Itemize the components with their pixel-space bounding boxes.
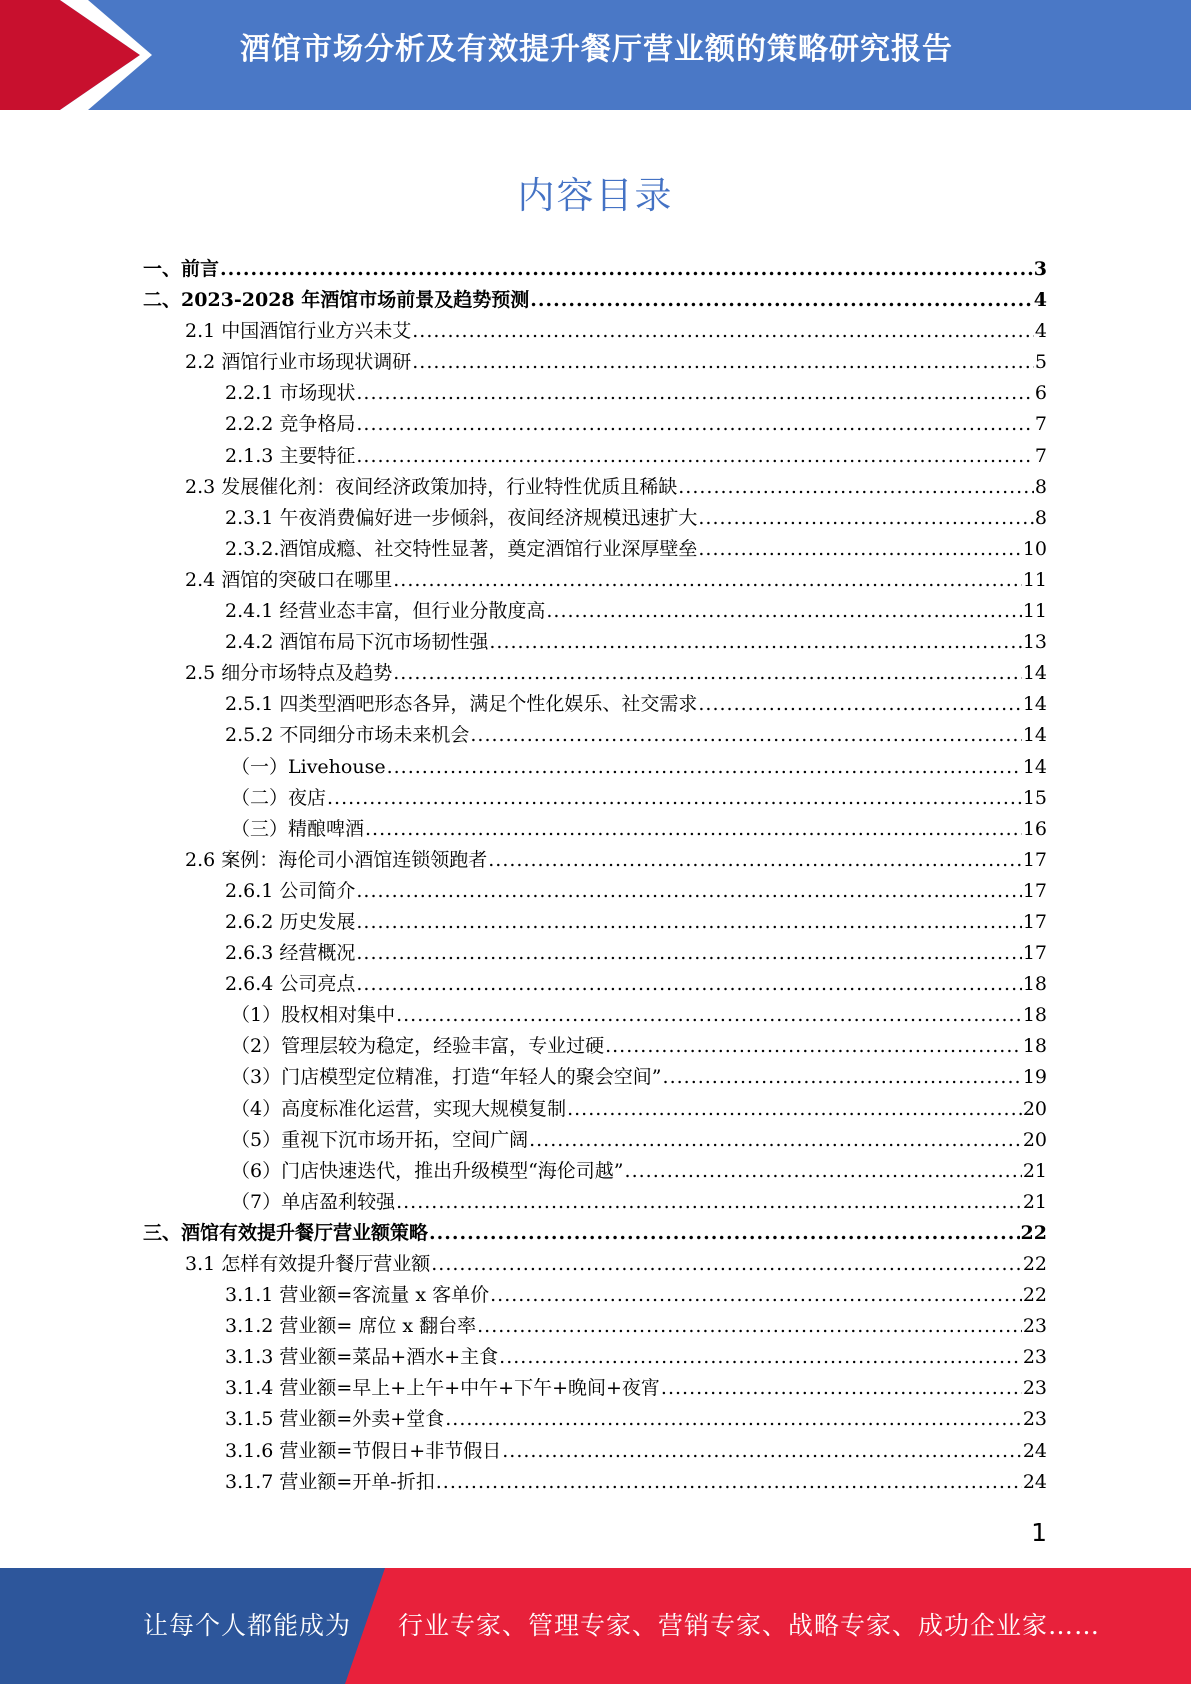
toc-entry-label: （三）精酿啤酒	[231, 817, 365, 840]
toc-entry-page: 23	[1022, 1315, 1047, 1338]
toc-dot-leader	[529, 1129, 1022, 1151]
toc-title: 内容目录	[517, 174, 674, 217]
toc-entry[interactable]	[143, 1436, 1047, 1467]
toc-entry-page: 3	[1033, 258, 1047, 280]
toc-dot-leader	[489, 631, 1021, 653]
toc-entry-page: 18	[1022, 1035, 1047, 1058]
toc-entry[interactable]	[143, 938, 1047, 969]
page-number: 1	[1031, 1518, 1047, 1547]
toc-entry[interactable]	[143, 1218, 1047, 1249]
toc-dot-leader	[393, 569, 1022, 591]
toc-entry-label: 2.4 酒馆的突破口在哪里	[185, 568, 393, 591]
toc-entry-label: （3）门店模型定位精准，打造“年轻人的聚会空间”	[231, 1066, 662, 1089]
toc-dot-leader	[356, 973, 1021, 995]
toc-entry-label: 3.1.3 营业额=菜品+酒水+主食	[225, 1346, 499, 1369]
toc-dot-leader	[499, 1346, 1022, 1368]
toc-entry-page: 24	[1022, 1470, 1047, 1493]
toc-entry-page: 8	[1034, 475, 1047, 498]
toc-entry[interactable]	[143, 1280, 1047, 1311]
toc-entry-page: 5	[1034, 351, 1047, 374]
toc-entry-label: 2.5.2 不同细分市场未来机会	[225, 724, 470, 747]
toc-entry[interactable]	[143, 441, 1047, 472]
toc-entry[interactable]	[143, 316, 1047, 347]
toc-entry[interactable]	[143, 409, 1047, 440]
toc-entry[interactable]	[143, 1249, 1047, 1280]
toc-dot-leader	[502, 1440, 1022, 1462]
toc-entry[interactable]	[143, 1094, 1047, 1125]
toc-entry-label: （5）重视下沉市场开拓，空间广阔	[231, 1128, 529, 1151]
toc-dot-leader	[445, 1408, 1022, 1430]
toc-entry-page: 17	[1022, 942, 1047, 965]
toc-entry-label: 3.1.6 营业额=节假日+非节假日	[225, 1439, 502, 1462]
toc-dot-leader	[387, 756, 1022, 778]
toc-entry[interactable]	[143, 472, 1047, 503]
toc-entry-label: 2.2.2 竞争格局	[225, 413, 356, 436]
toc-entry-label: 2.2 酒馆行业市场现状调研	[185, 351, 412, 374]
toc-dot-leader	[356, 445, 1034, 467]
toc-entry-page: 20	[1022, 1097, 1047, 1120]
toc-dot-leader	[356, 880, 1021, 902]
toc-entry[interactable]	[143, 1125, 1047, 1156]
toc-entry-page: 11	[1022, 600, 1047, 623]
toc-entry-label: 3.1.5 营业额=外卖+堂食	[225, 1408, 445, 1431]
toc-entry-page: 17	[1022, 879, 1047, 902]
toc-entry[interactable]	[143, 1467, 1047, 1498]
toc-entry-label: 三、酒馆有效提升餐厅营业额策略	[143, 1221, 429, 1244]
toc-dot-leader	[436, 1471, 1022, 1493]
toc-dot-leader	[356, 413, 1034, 435]
toc-entry-label: 2.4.1 经营业态丰富，但行业分散度高	[225, 600, 546, 623]
toc-dot-leader	[431, 1253, 1022, 1275]
toc-entry-label: 一、前言	[143, 258, 220, 280]
toc-entry-page: 22	[1022, 1284, 1047, 1307]
toc-entry[interactable]	[143, 969, 1047, 1000]
toc-entry-page: 17	[1022, 848, 1047, 871]
toc-entry-page: 22	[1020, 1221, 1047, 1244]
toc-entry-page: 21	[1022, 1159, 1047, 1182]
toc-entry-page: 14	[1022, 662, 1047, 685]
toc-entry[interactable]	[143, 689, 1047, 720]
toc-dot-leader	[530, 289, 1033, 311]
toc-entry-label: 3.1.7 营业额=开单-折扣	[225, 1470, 435, 1493]
toc-entry[interactable]	[143, 1404, 1047, 1435]
toc-dot-leader	[429, 1222, 1020, 1244]
toc-entry-page: 23	[1022, 1346, 1047, 1369]
toc-entry[interactable]	[143, 845, 1047, 876]
toc-dot-leader	[470, 724, 1021, 746]
toc-entry-label: 2.1.3 主要特征	[225, 444, 356, 467]
toc-dot-leader	[546, 600, 1021, 622]
toc-entry-page: 14	[1022, 693, 1047, 716]
toc-entry-label: 3.1.1 营业额=客流量 x 客单价	[225, 1284, 490, 1307]
toc-entry[interactable]	[143, 378, 1047, 409]
toc-entry-label: 2.5.1 四类型酒吧形态各异，满足个性化娱乐、社交需求	[225, 693, 698, 716]
toc-dot-leader	[678, 476, 1034, 498]
toc-entry-page: 11	[1022, 568, 1047, 591]
toc-entry[interactable]	[143, 783, 1047, 814]
toc-entry-page: 7	[1034, 413, 1047, 436]
toc-entry-label: 二、2023-2028 年酒馆市场前景及趋势预测	[143, 289, 530, 312]
toc-dot-leader	[393, 662, 1022, 684]
toc-entry-page: 18	[1022, 1004, 1047, 1027]
toc-entry[interactable]	[143, 1062, 1047, 1093]
toc-dot-leader	[698, 507, 1034, 529]
toc-entry-label: （2）管理层较为稳定，经验丰富，专业过硬	[231, 1035, 605, 1058]
toc-entry-label: 2.6.3 经营概况	[225, 942, 356, 965]
table-of-contents	[143, 254, 1047, 1498]
toc-entry-label: 3.1.4 营业额=早上+上午+中午+下午+晚间+夜宵	[225, 1377, 660, 1400]
toc-entry[interactable]	[143, 254, 1047, 285]
toc-dot-leader	[567, 1098, 1022, 1120]
toc-entry-page: 4	[1034, 320, 1047, 343]
header-title: 酒馆市场分析及有效提升餐厅营业额的策略研究报告	[240, 32, 953, 67]
toc-entry-label: （一）Livehouse	[231, 755, 386, 778]
toc-entry[interactable]	[143, 1000, 1047, 1031]
toc-dot-leader	[220, 258, 1033, 280]
toc-entry-label: （1）股权相对集中	[231, 1004, 396, 1027]
toc-dot-leader	[488, 849, 1022, 871]
toc-dot-leader	[396, 1191, 1022, 1213]
toc-dot-leader	[605, 1035, 1022, 1057]
toc-entry-page: 18	[1022, 973, 1047, 996]
toc-entry[interactable]	[143, 907, 1047, 938]
footer-slogan-left: 让每个人都能成为	[143, 1611, 352, 1640]
toc-entry-page: 21	[1022, 1190, 1047, 1213]
toc-entry-label: 2.5 细分市场特点及趋势	[185, 662, 393, 685]
toc-dot-leader	[356, 942, 1021, 964]
toc-entry[interactable]	[143, 720, 1047, 751]
toc-entry[interactable]	[143, 1342, 1047, 1373]
toc-dot-leader	[365, 818, 1022, 840]
toc-entry[interactable]	[143, 814, 1047, 845]
toc-entry-label: 2.6.2 历史发展	[225, 910, 356, 933]
toc-entry-page: 16	[1022, 817, 1047, 840]
toc-dot-leader	[412, 351, 1034, 373]
toc-entry[interactable]	[143, 534, 1047, 565]
footer-slogan-right: 行业专家、管理专家、营销专家、战略专家、成功企业家……	[398, 1611, 1101, 1640]
toc-entry-label: 2.2.1 市场现状	[225, 382, 356, 405]
toc-entry-label: 2.6 案例：海伦司小酒馆连锁领跑者	[185, 848, 488, 871]
toc-entry[interactable]	[143, 1311, 1047, 1342]
toc-dot-leader	[698, 538, 1021, 560]
toc-dot-leader	[661, 1377, 1022, 1399]
toc-dot-leader	[663, 1066, 1022, 1088]
toc-entry[interactable]	[143, 285, 1047, 316]
toc-dot-leader	[625, 1160, 1022, 1182]
toc-entry[interactable]	[143, 503, 1047, 534]
toc-entry[interactable]	[143, 658, 1047, 689]
toc-entry[interactable]	[143, 1156, 1047, 1187]
toc-entry-page: 7	[1034, 444, 1047, 467]
toc-entry[interactable]	[143, 876, 1047, 907]
toc-entry-label: （6）门店快速迭代，推出升级模型“海伦司越”	[231, 1159, 624, 1182]
toc-entry-page: 6	[1034, 382, 1047, 405]
toc-dot-leader	[327, 787, 1022, 809]
toc-entry-label: 2.1 中国酒馆行业方兴未艾	[185, 320, 412, 343]
toc-entry-page: 14	[1022, 724, 1047, 747]
toc-entry-page: 10	[1022, 537, 1047, 560]
toc-dot-leader	[490, 1284, 1022, 1306]
toc-entry-page: 17	[1022, 910, 1047, 933]
toc-entry-label: 3.1 怎样有效提升餐厅营业额	[185, 1253, 431, 1275]
page-footer	[0, 1568, 1191, 1684]
toc-dot-leader	[356, 382, 1034, 404]
toc-entry-page: 13	[1022, 631, 1047, 654]
toc-dot-leader	[396, 1004, 1022, 1026]
toc-entry-label: 2.4.2 酒馆布局下沉市场韧性强	[225, 631, 489, 654]
toc-entry-page: 4	[1033, 289, 1047, 312]
toc-dot-leader	[698, 693, 1021, 715]
toc-entry-page: 23	[1022, 1377, 1047, 1400]
toc-entry[interactable]	[143, 596, 1047, 627]
toc-entry-label: 3.1.2 营业额= 席位 x 翻台率	[225, 1315, 477, 1338]
toc-entry-label: （7）单店盈利较强	[231, 1190, 396, 1213]
toc-entry-label: （4）高度标准化运营，实现大规模复制	[231, 1097, 567, 1120]
toc-dot-leader	[477, 1315, 1022, 1337]
toc-entry-label: 2.3.2.酒馆成瘾、社交特性显著，奠定酒馆行业深厚壁垒	[225, 537, 698, 560]
toc-entry[interactable]	[143, 565, 1047, 596]
toc-entry-label: 2.6.4 公司亮点	[225, 973, 356, 996]
toc-entry-page: 22	[1022, 1253, 1047, 1275]
toc-entry[interactable]	[143, 1031, 1047, 1062]
page-header	[0, 0, 1191, 110]
toc-entry[interactable]	[143, 752, 1047, 783]
toc-entry[interactable]	[143, 347, 1047, 378]
toc-entry[interactable]	[143, 627, 1047, 658]
toc-dot-leader	[356, 911, 1021, 933]
toc-entry[interactable]	[143, 1187, 1047, 1218]
toc-entry-page: 20	[1022, 1128, 1047, 1151]
toc-entry-page: 19	[1022, 1066, 1047, 1089]
toc-entry-label: 2.3 发展催化剂：夜间经济政策加持，行业特性优质且稀缺	[185, 475, 678, 498]
toc-entry[interactable]	[143, 1373, 1047, 1404]
toc-entry-page: 14	[1022, 755, 1047, 778]
toc-entry-page: 24	[1022, 1439, 1047, 1462]
toc-entry-label: 2.3.1 午夜消费偏好进一步倾斜，夜间经济规模迅速扩大	[225, 506, 698, 529]
toc-entry-page: 15	[1022, 786, 1047, 809]
toc-entry-page: 8	[1034, 506, 1047, 529]
toc-dot-leader	[412, 320, 1034, 342]
toc-entry-page: 23	[1022, 1408, 1047, 1431]
toc-entry-label: （二）夜店	[231, 786, 327, 809]
toc-entry-label: 2.6.1 公司简介	[225, 879, 356, 902]
